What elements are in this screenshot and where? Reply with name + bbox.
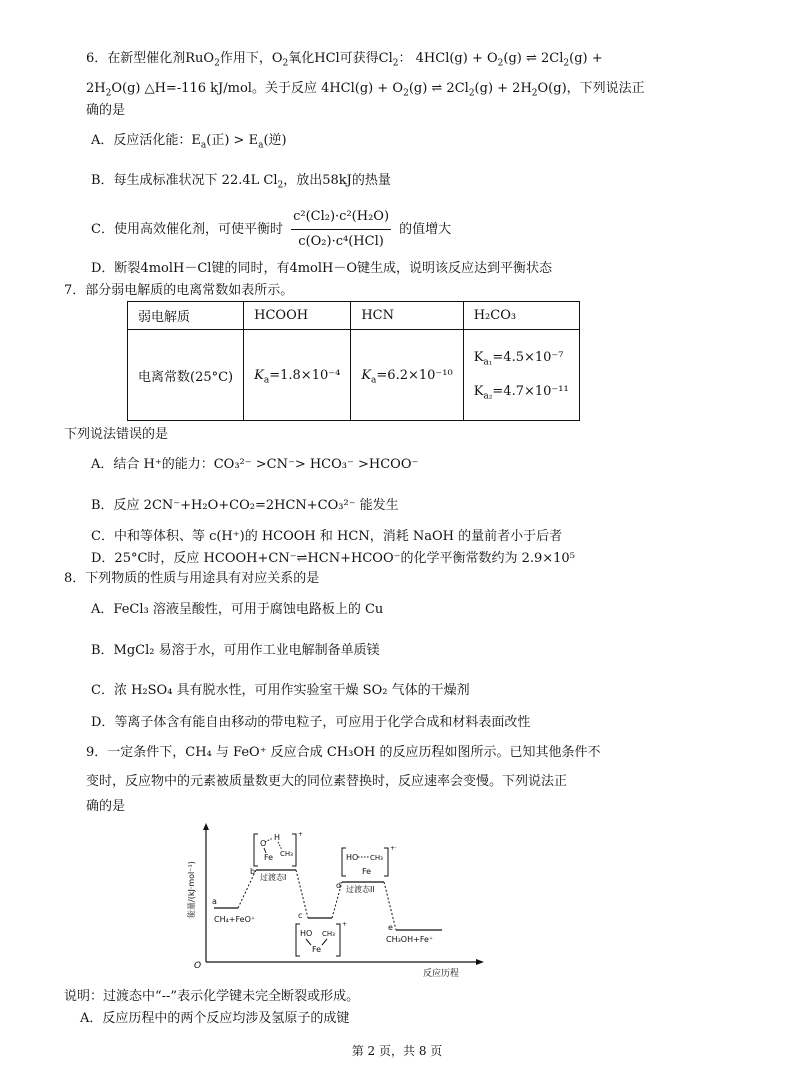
q7-question: 下列说法错误的是: [64, 427, 169, 442]
q6-stem-line3: 确的是: [86, 103, 126, 118]
ts1-bond-hc: [278, 842, 282, 850]
table-row-label: 电离常数(25°C): [128, 330, 244, 421]
equilibrium-fraction: $\frac{\text{c²(Cl₂)·c²(H₂O)}}{\text{c(O₂)·c⁴(HCl)}}$: [291, 206, 391, 253]
ts1-fe: Fe: [264, 853, 274, 862]
table-header-cell: HCN: [351, 302, 463, 330]
x-axis-label: 反应历程: [423, 969, 460, 979]
table-header-cell: H₂CO₃: [463, 302, 579, 330]
page-footer: 第 2 页，共 8 页: [351, 1044, 443, 1058]
ts2-label: 过渡态II: [346, 885, 375, 894]
int-ho: HO: [300, 929, 313, 938]
y-axis-label: 能量/(kJ·mol⁻¹): [187, 861, 196, 918]
reactants-label: CH₄+FeO⁺: [214, 915, 256, 924]
ts1-bracket-left: [254, 834, 258, 866]
ts2-ch3: CH₃: [370, 854, 383, 862]
hcn-constant: $K_a=6.2\times 10^{-10}$: [351, 330, 463, 421]
ts1-ch3: CH₃: [280, 850, 293, 858]
q7-option-a: A．结合 H⁺的能力：CO₃²⁻ >CN⁻> HCO₃⁻ >HCOO⁻: [91, 457, 419, 472]
q7-option-b: B．反应 2CN⁻+H₂O+CO₂=2HCN+CO₃²⁻ 能发生: [91, 498, 399, 513]
q6-stem-line1: 6．在新型催化剂RuO$_2$作用下，$O_2$氧化HCl可获得$Cl_2$： $4HCl(g) + O_2(g)$ ⇌ $2Cl_2(g)$ +: [86, 51, 603, 69]
hcooh-constant: $K_a=1.8\times 10^{-4}$: [244, 330, 351, 421]
ts2-ho: HO: [346, 853, 359, 862]
diagram-note: 说明：过渡态中“--”表示化学键未完全断裂或形成。: [64, 989, 360, 1004]
q6-option-b: B．每生成标准状况下 22.4L $Cl_2$，放出58kJ的热量: [91, 173, 391, 191]
products-label: CH₃OH+Fe⁺: [386, 935, 434, 944]
q6-option-d: D．断裂4molH－Cl键的同时，有4molH－O键生成，说明该反应达到平衡状态: [91, 261, 553, 276]
q8-stem: 8．下列物质的性质与用途具有对应关系的是: [64, 571, 320, 586]
ts2-bracket-right: [384, 848, 388, 876]
x-axis-arrow: [476, 959, 484, 965]
point-a-label: a: [212, 897, 217, 906]
q9-option-a: A．反应历程中的两个反应均涉及氢原子的成键: [80, 1011, 350, 1026]
ts1-o: O: [260, 839, 267, 848]
point-e-label: e: [388, 923, 393, 932]
q8-option-a: A．FeCl₃ 溶液呈酸性，可用于腐蚀电路板上的 Cu: [91, 602, 384, 617]
ts2-fe: Fe: [362, 867, 372, 876]
ts1-charge: +: [298, 831, 304, 838]
ts1-h: H: [274, 833, 281, 842]
reaction-energy-diagram: [180, 820, 490, 980]
q8-option-b: B．MgCl₂ 易溶于水，可用作工业电解制备单质镁: [91, 643, 380, 658]
origin-label: O: [194, 961, 202, 971]
ionization-constant-table: [127, 301, 580, 421]
point-b-label: b: [250, 867, 256, 876]
y-axis-arrow: [203, 823, 209, 830]
h2co3-constants: $K_{a_1}=4.5\times 10^{-7}$ $K_{a_2}=4.7\times 10^{-11}$: [463, 330, 579, 421]
int-bond-cfe: [322, 939, 327, 945]
int-charge: +: [342, 921, 348, 928]
q7-option-c: C．中和等体积、等 c(H⁺)的 HCOOH 和 HCN，消耗 NaOH 的量前者小于后者: [91, 529, 563, 544]
q6-option-a: A．反应活化能：$E_a$(正) > $E_a$(逆): [91, 133, 287, 151]
table-header-cell: 弱电解质: [128, 302, 244, 330]
q9-stem-line3: 确的是: [86, 799, 126, 814]
int-ch3: CH₃: [322, 930, 335, 938]
q6-option-c: C．使用高效催化剂，可使平衡时 $\frac{\text{c²(Cl₂)·c²(H₂O)}}{\text{c(O₂)·c⁴(HCl)}}$ 的值增大: [91, 206, 451, 253]
q9-stem-line2: 变时，反应物中的元素被质量数更大的同位素替换时，反应速率会变慢。下列说法正: [86, 774, 568, 789]
q8-option-c: C．浓 H₂SO₄ 具有脱水性，可用作实验室干燥 SO₂ 气体的干燥剂: [91, 683, 470, 698]
q9-stem-line1: 9．一定条件下，CH₄ 与 FeO⁺ 反应合成 CH₃OH 的反应历程如图所示。已知其他条件不: [86, 745, 601, 760]
ts2-charge: +·: [390, 845, 397, 852]
int-bond-ofe: [306, 939, 311, 945]
q7-stem: 7．部分弱电解质的电离常数如表所示。: [64, 283, 294, 298]
int-fe: Fe: [312, 945, 322, 954]
int-bracket-right: [336, 924, 340, 956]
q6-stem-line2: $2H_2O(g)$ △H=-116 kJ/mol。关于反应 $4HCl(g) + O_2(g)$ ⇌ $2Cl_2(g) + 2H_2O(g)$，下列说法正: [86, 81, 645, 99]
point-d-label: d: [336, 881, 342, 890]
table-header-cell: HCOOH: [244, 302, 351, 330]
q8-option-d: D．等离子体含有能自由移动的带电粒子，可应用于化学合成和材料表面改性: [91, 715, 531, 730]
ts1-label: 过渡态I: [260, 873, 287, 882]
q7-option-d: D．25°C时，反应 HCOOH+CN⁻⇌HCN+HCOO⁻的化学平衡常数约为 2.9×10⁵: [91, 551, 575, 566]
point-c-label: c: [298, 911, 303, 920]
